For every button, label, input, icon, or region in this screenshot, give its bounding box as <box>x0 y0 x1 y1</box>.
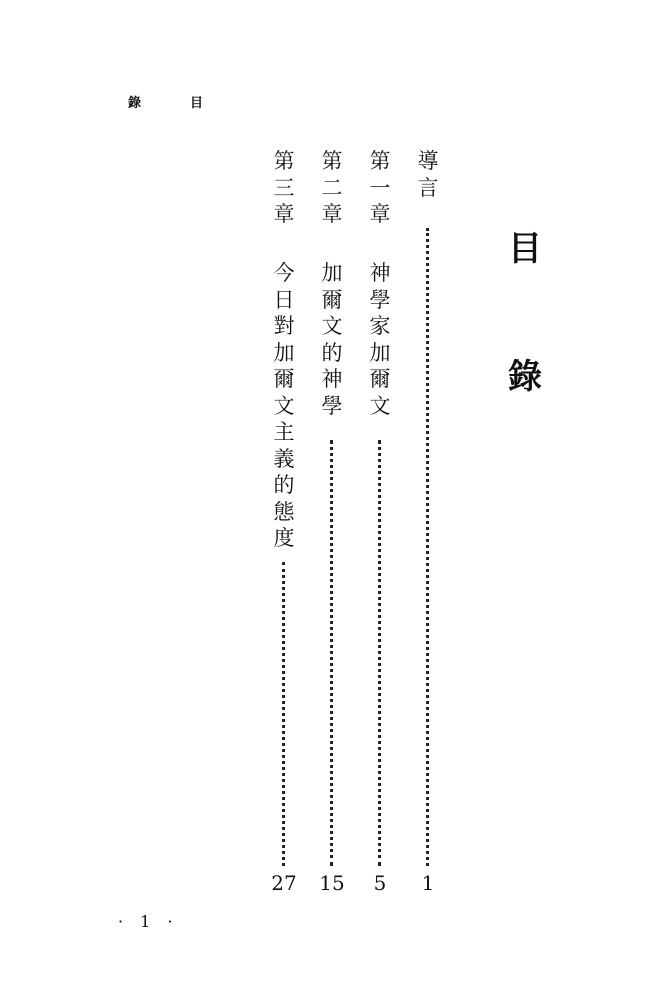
entry-label: 第三章 <box>273 149 295 226</box>
running-header-right: 目 <box>190 96 204 111</box>
leader-dots <box>330 440 333 866</box>
toc-title-char-2: 錄 <box>508 357 542 397</box>
leader-dots <box>426 228 429 866</box>
entry-label: 第二章 <box>321 149 343 226</box>
entry-label: 第一章 <box>369 149 391 226</box>
running-header-left: 錄 <box>128 96 142 111</box>
leader-dots <box>378 440 381 866</box>
toc-title-char-1: 目 <box>508 229 542 269</box>
page-folio: · 1 · <box>118 912 179 931</box>
running-header <box>128 92 218 112</box>
entry-page-number: 15 <box>319 871 345 895</box>
leader-dots <box>282 562 285 866</box>
entry-title: 神學家加爾文 <box>369 261 391 418</box>
entry-title: 今日對加爾文主義的態度 <box>273 261 295 550</box>
entry-label: 導言 <box>417 149 439 200</box>
entry-page-number: 1 <box>421 871 435 895</box>
entry-title: 加爾文的神學 <box>321 261 343 418</box>
entry-page-number: 5 <box>373 871 387 895</box>
entry-page-number: 27 <box>271 871 297 895</box>
